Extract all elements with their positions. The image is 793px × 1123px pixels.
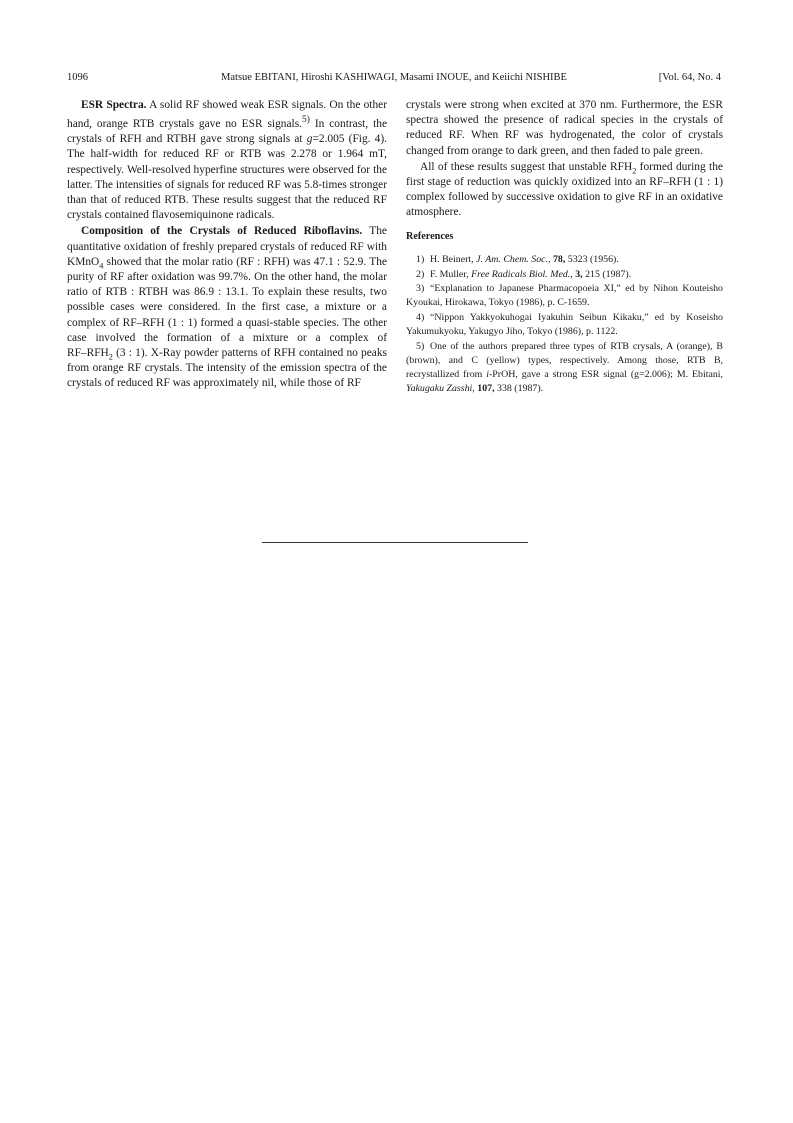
reference-volume: 78,: [552, 253, 566, 265]
esr-text-2: In contrast, the crystals of RFH and RTBH gave strong signals at: [67, 118, 387, 146]
composition-heading: Composition of the Crystals of Reduced Riboflavins.: [81, 225, 363, 238]
page-number: 1096: [67, 72, 88, 83]
end-of-article-rule: [262, 542, 528, 543]
solvent-name: i-PrOH,: [486, 368, 518, 380]
kmno4-formula: KMnO$_4$: [67, 255, 104, 271]
reference-item: 2) F. Muller, Free Radicals Biol. Med., 3, 215 (1987).: [416, 268, 632, 280]
reference-number: 2): [416, 268, 425, 280]
esr-ref-mark: 5): [301, 115, 310, 126]
right-column: [406, 98, 723, 397]
g-value: g=2.005: [306, 133, 345, 146]
esr-paragraph: [67, 98, 387, 223]
reference-number: 4): [416, 312, 425, 324]
esr-text: A solid RF showed weak ESR signals. On the other hand, orange RTB crystals gave no ESR signals.: [67, 99, 388, 130]
composition-paragraph: [67, 224, 387, 391]
reference-number: 3): [416, 283, 425, 295]
reference-item: 3) “Explanation to Japanese Pharmacopoeia XI,” ed by Nihon Kouteisho Kyoukai, Hirokawa, Tokyo (1986), p. C-1659.: [406, 283, 723, 309]
left-column: [67, 98, 387, 392]
right-paragraph-1: crystals were strong when excited at 370 nm. Furthermore, the ESR spectra showed the presence of radical species in the crystals of reduced RF. When RF was hydrogenated, the color of crystals changed from orange to dark green, and then faded to pale green.: [406, 99, 723, 157]
running-header: [67, 70, 721, 86]
reference-number: 1): [416, 253, 425, 265]
reference-list: [406, 253, 723, 396]
esr-text-3: (Fig. 4). The half-width for reduced RF or RTB was 2.278 or 1.964 mT, respectively. Well-resolved hyperfine structures were observed for the latter. The intensities of signals for reduced RF was 5.8-times stronger than that of reduced RTB. These results suggest that the reduced RF crystals contained flavosemiquinone radicals.: [67, 133, 387, 222]
header-authors: Matsue EBITANI, Hiroshi KASHIWAGI, Masami INOUE, and Keiichi NISHIBE: [221, 72, 567, 83]
reference-journal: J. Am. Chem. Soc.,: [476, 253, 551, 265]
rfh2-inline: $RFH_2$: [610, 160, 637, 176]
reference-item: 1) H. Beinert, J. Am. Chem. Soc., 78, 5323 (1956).: [416, 253, 619, 265]
references-heading: References: [406, 230, 454, 242]
esr-heading: ESR Spectra.: [81, 99, 147, 111]
reference-journal: Free Radicals Biol. Med.,: [471, 268, 573, 280]
reference-item: 4) “Nippon Yakkyokuhogai Iyakuhin Seibun Kikaku,” ed by Koseisho Yakumukyoku, Yakugyo Jiho, Tokyo (1986), p. 1122.: [406, 312, 723, 338]
reference-volume: 3,: [575, 268, 583, 280]
header-journal: [Vol. 64, No. 4: [658, 72, 721, 83]
reference-item: 5) One of the authors prepared three types of RTB crysals, A (orange), B (brown), and C (yellow) types, respectively. Among those, RTB B, recrystallized from i-PrOH, gave a strong ESR signal (g=2.006); M. Ebitani, Yakugaku Zasshi, 107, 338 (1987).: [406, 341, 724, 394]
reference-journal: Yakugaku Zasshi,: [406, 382, 475, 394]
rfh2-formula: $RF-RFH_2$ (3 : 1).: [67, 347, 148, 362]
composition-text-2: showed that the molar ratio (RF : RFH) was 47.1 : 52.9. The purity of RF after oxidation was 99.7%. On the other hand, the molar ratio of RTB : RTBH was 86.9 : 13.1. To explain these results, two possible cases were considered. In the first case, a mixture or a complex of RF–RFH (1 : 1) formed a quasi-stable species. The other case involved the formation of a mixture or a complex of: [67, 255, 387, 344]
reference-volume: 107,: [477, 382, 495, 394]
right-paragraph-2: [406, 160, 723, 221]
composition-text-1: The quantitative oxidation of freshly prepared crystals of reduced RF with: [67, 225, 387, 253]
composition-text-3: X-Ray powder patterns of RFH contained no peaks from orange RF crystals. The intensity of the emission spectra of the crystals of reduced RF was approximately nil, while those of RF: [67, 347, 387, 390]
reference-number: 5): [416, 341, 425, 353]
right-paragraph-2-b: formed during the first stage of reduction was quickly oxidized into an RF–RFH (1 : 1) complex followed by successive oxidation to give RF in an oxidative atmosphere.: [406, 160, 723, 219]
right-paragraph-2-a: All of these results suggest that unstable: [420, 160, 607, 173]
